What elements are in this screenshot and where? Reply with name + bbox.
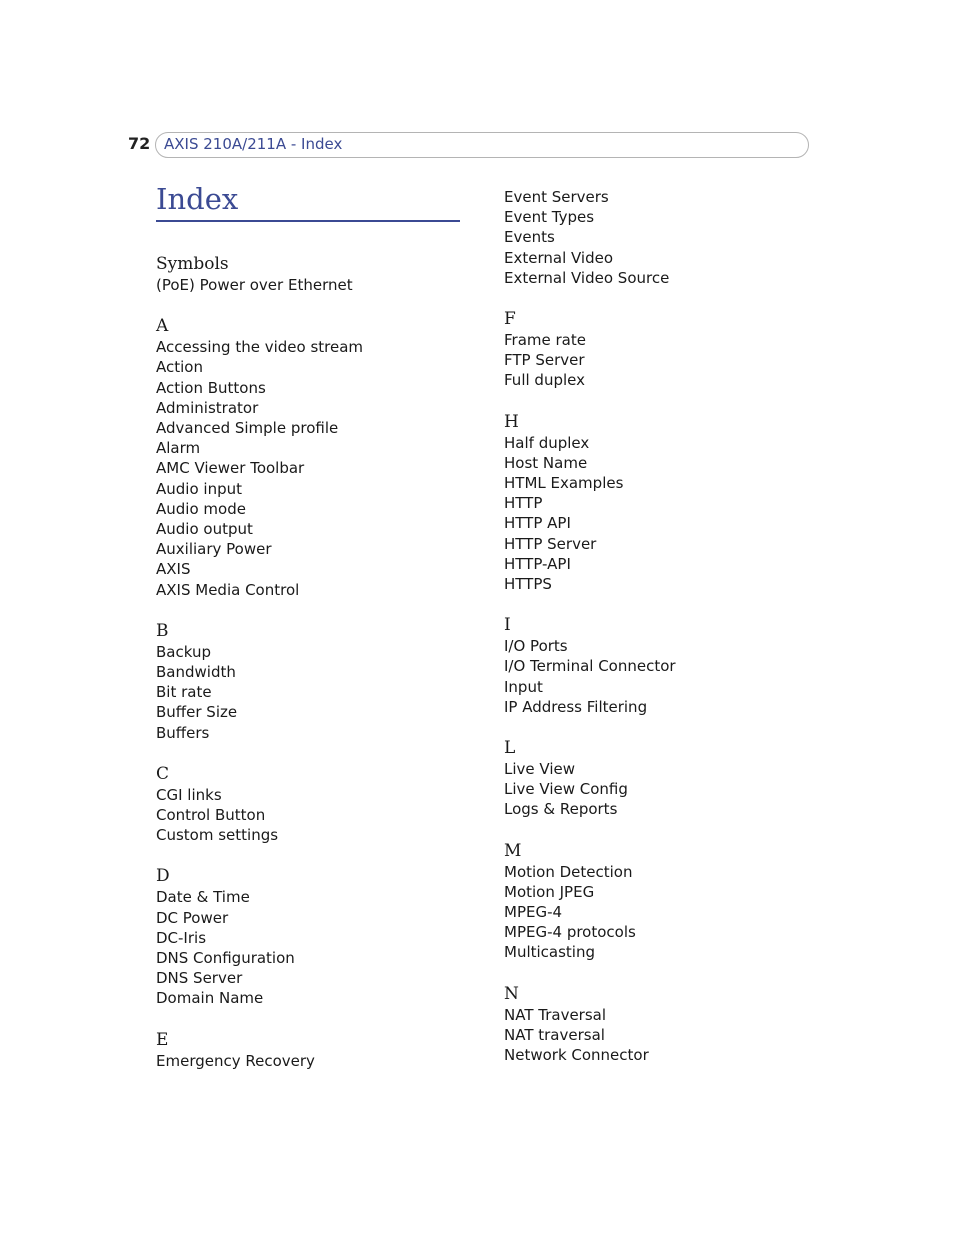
index-entry: AXIS Media Control: [156, 580, 300, 599]
index-entry: DC-Iris: [156, 928, 207, 947]
index-entry: Backup: [156, 642, 211, 661]
section-heading: F: [504, 309, 516, 330]
index-entry: Live View: [504, 760, 575, 779]
index-entry: Input: [504, 677, 543, 696]
index-entry: Audio mode: [156, 499, 246, 518]
page-title: Index: [156, 182, 239, 216]
index-entry: Custom settings: [156, 826, 279, 845]
title-underline: [156, 220, 460, 222]
page-number: 72: [128, 134, 151, 153]
index-entry: Domain Name: [156, 989, 264, 1008]
index-entry: Date & Time: [156, 888, 250, 907]
section-heading: Symbols: [156, 254, 229, 274]
running-header: AXIS 210A/211A - Index: [164, 135, 343, 153]
index-entry: Full duplex: [504, 371, 585, 390]
index-entry: Frame rate: [504, 331, 586, 350]
section-heading: H: [504, 411, 519, 432]
index-section: [156, 764, 496, 846]
index-column-left: [156, 254, 496, 1092]
index-entry: Motion Detection: [504, 862, 633, 881]
section-heading: M: [504, 840, 522, 861]
index-entry: Audio input: [156, 479, 242, 498]
index-entry: DNS Configuration: [156, 949, 295, 968]
section-heading: N: [504, 983, 519, 1004]
index-section: [504, 841, 844, 963]
index-entry: Emergency Recovery: [156, 1051, 315, 1070]
index-entry: HTTPS: [504, 575, 552, 594]
section-heading: I: [504, 615, 511, 636]
index-entry: Accessing the video stream: [156, 338, 364, 357]
index-entry: External Video Source: [504, 268, 670, 287]
index-entry: Alarm: [156, 439, 201, 458]
index-entry: Logs & Reports: [504, 800, 618, 819]
index-entry: I/O Terminal Connector: [504, 657, 676, 676]
index-section: [156, 621, 496, 743]
index-entry: Advanced Simple profile: [156, 419, 339, 438]
index-entry: Host Name: [504, 453, 588, 472]
index-entry: HTTP: [504, 494, 543, 513]
index-section: [156, 1030, 496, 1071]
index-entry: External Video: [504, 248, 614, 267]
index-entry: Buffer Size: [156, 703, 238, 722]
index-entry: Live View Config: [504, 780, 628, 799]
index-entry: AXIS: [156, 560, 191, 579]
index-entry: HTTP-API: [504, 554, 571, 573]
index-entry: IP Address Filtering: [504, 697, 648, 716]
index-entry: Half duplex: [504, 433, 590, 452]
index-entry: DC Power: [156, 908, 229, 927]
index-entry: Action: [156, 358, 203, 377]
section-heading: B: [156, 620, 169, 641]
index-entry: HTTP API: [504, 514, 571, 533]
index-entry: Control Button: [156, 806, 266, 825]
index-entry: Motion JPEG: [504, 882, 595, 901]
index-section: [156, 866, 496, 1008]
index-entry: FTP Server: [504, 351, 585, 370]
index-entry: AMC Viewer Toolbar: [156, 459, 305, 478]
index-entry: HTML Examples: [504, 474, 624, 493]
index-entry: NAT traversal: [504, 1025, 605, 1044]
index-entry: I/O Ports: [504, 637, 568, 656]
index-entry: Buffers: [156, 723, 210, 742]
index-entry: (PoE) Power over Ethernet: [156, 276, 353, 294]
index-section: [504, 738, 844, 820]
index-section: [504, 615, 844, 717]
index-section: [156, 316, 496, 600]
index-entry: MPEG-4: [504, 903, 563, 922]
index-entry: CGI links: [156, 785, 222, 804]
index-section: [504, 412, 844, 595]
section-heading: L: [504, 738, 516, 759]
index-section: [156, 254, 496, 295]
index-entry: Events: [504, 228, 555, 247]
section-heading: A: [156, 316, 169, 337]
section-heading: C: [156, 763, 170, 784]
index-entry: NAT Traversal: [504, 1005, 607, 1024]
index-entry: Bandwidth: [156, 663, 236, 682]
index-entry: MPEG-4 protocols: [504, 923, 636, 942]
index-section: [504, 309, 844, 391]
index-entry: Administrator: [156, 398, 259, 417]
index-entry: DNS Server: [156, 969, 243, 988]
index-entry: Event Types: [504, 208, 595, 227]
section-heading: D: [156, 866, 170, 887]
index-entry: Network Connector: [504, 1046, 649, 1065]
index-entry: Audio output: [156, 520, 253, 539]
index-column-right: [504, 187, 844, 1086]
index-entry: Bit rate: [156, 683, 212, 702]
section-heading: E: [156, 1029, 169, 1050]
index-section: [504, 984, 844, 1066]
index-entry: Multicasting: [504, 943, 595, 962]
index-entry: Auxiliary Power: [156, 540, 272, 559]
index-entry: Action Buttons: [156, 378, 266, 397]
index-entry: HTTP Server: [504, 534, 597, 553]
index-section: [504, 187, 844, 288]
index-entry: Event Servers: [504, 188, 609, 206]
